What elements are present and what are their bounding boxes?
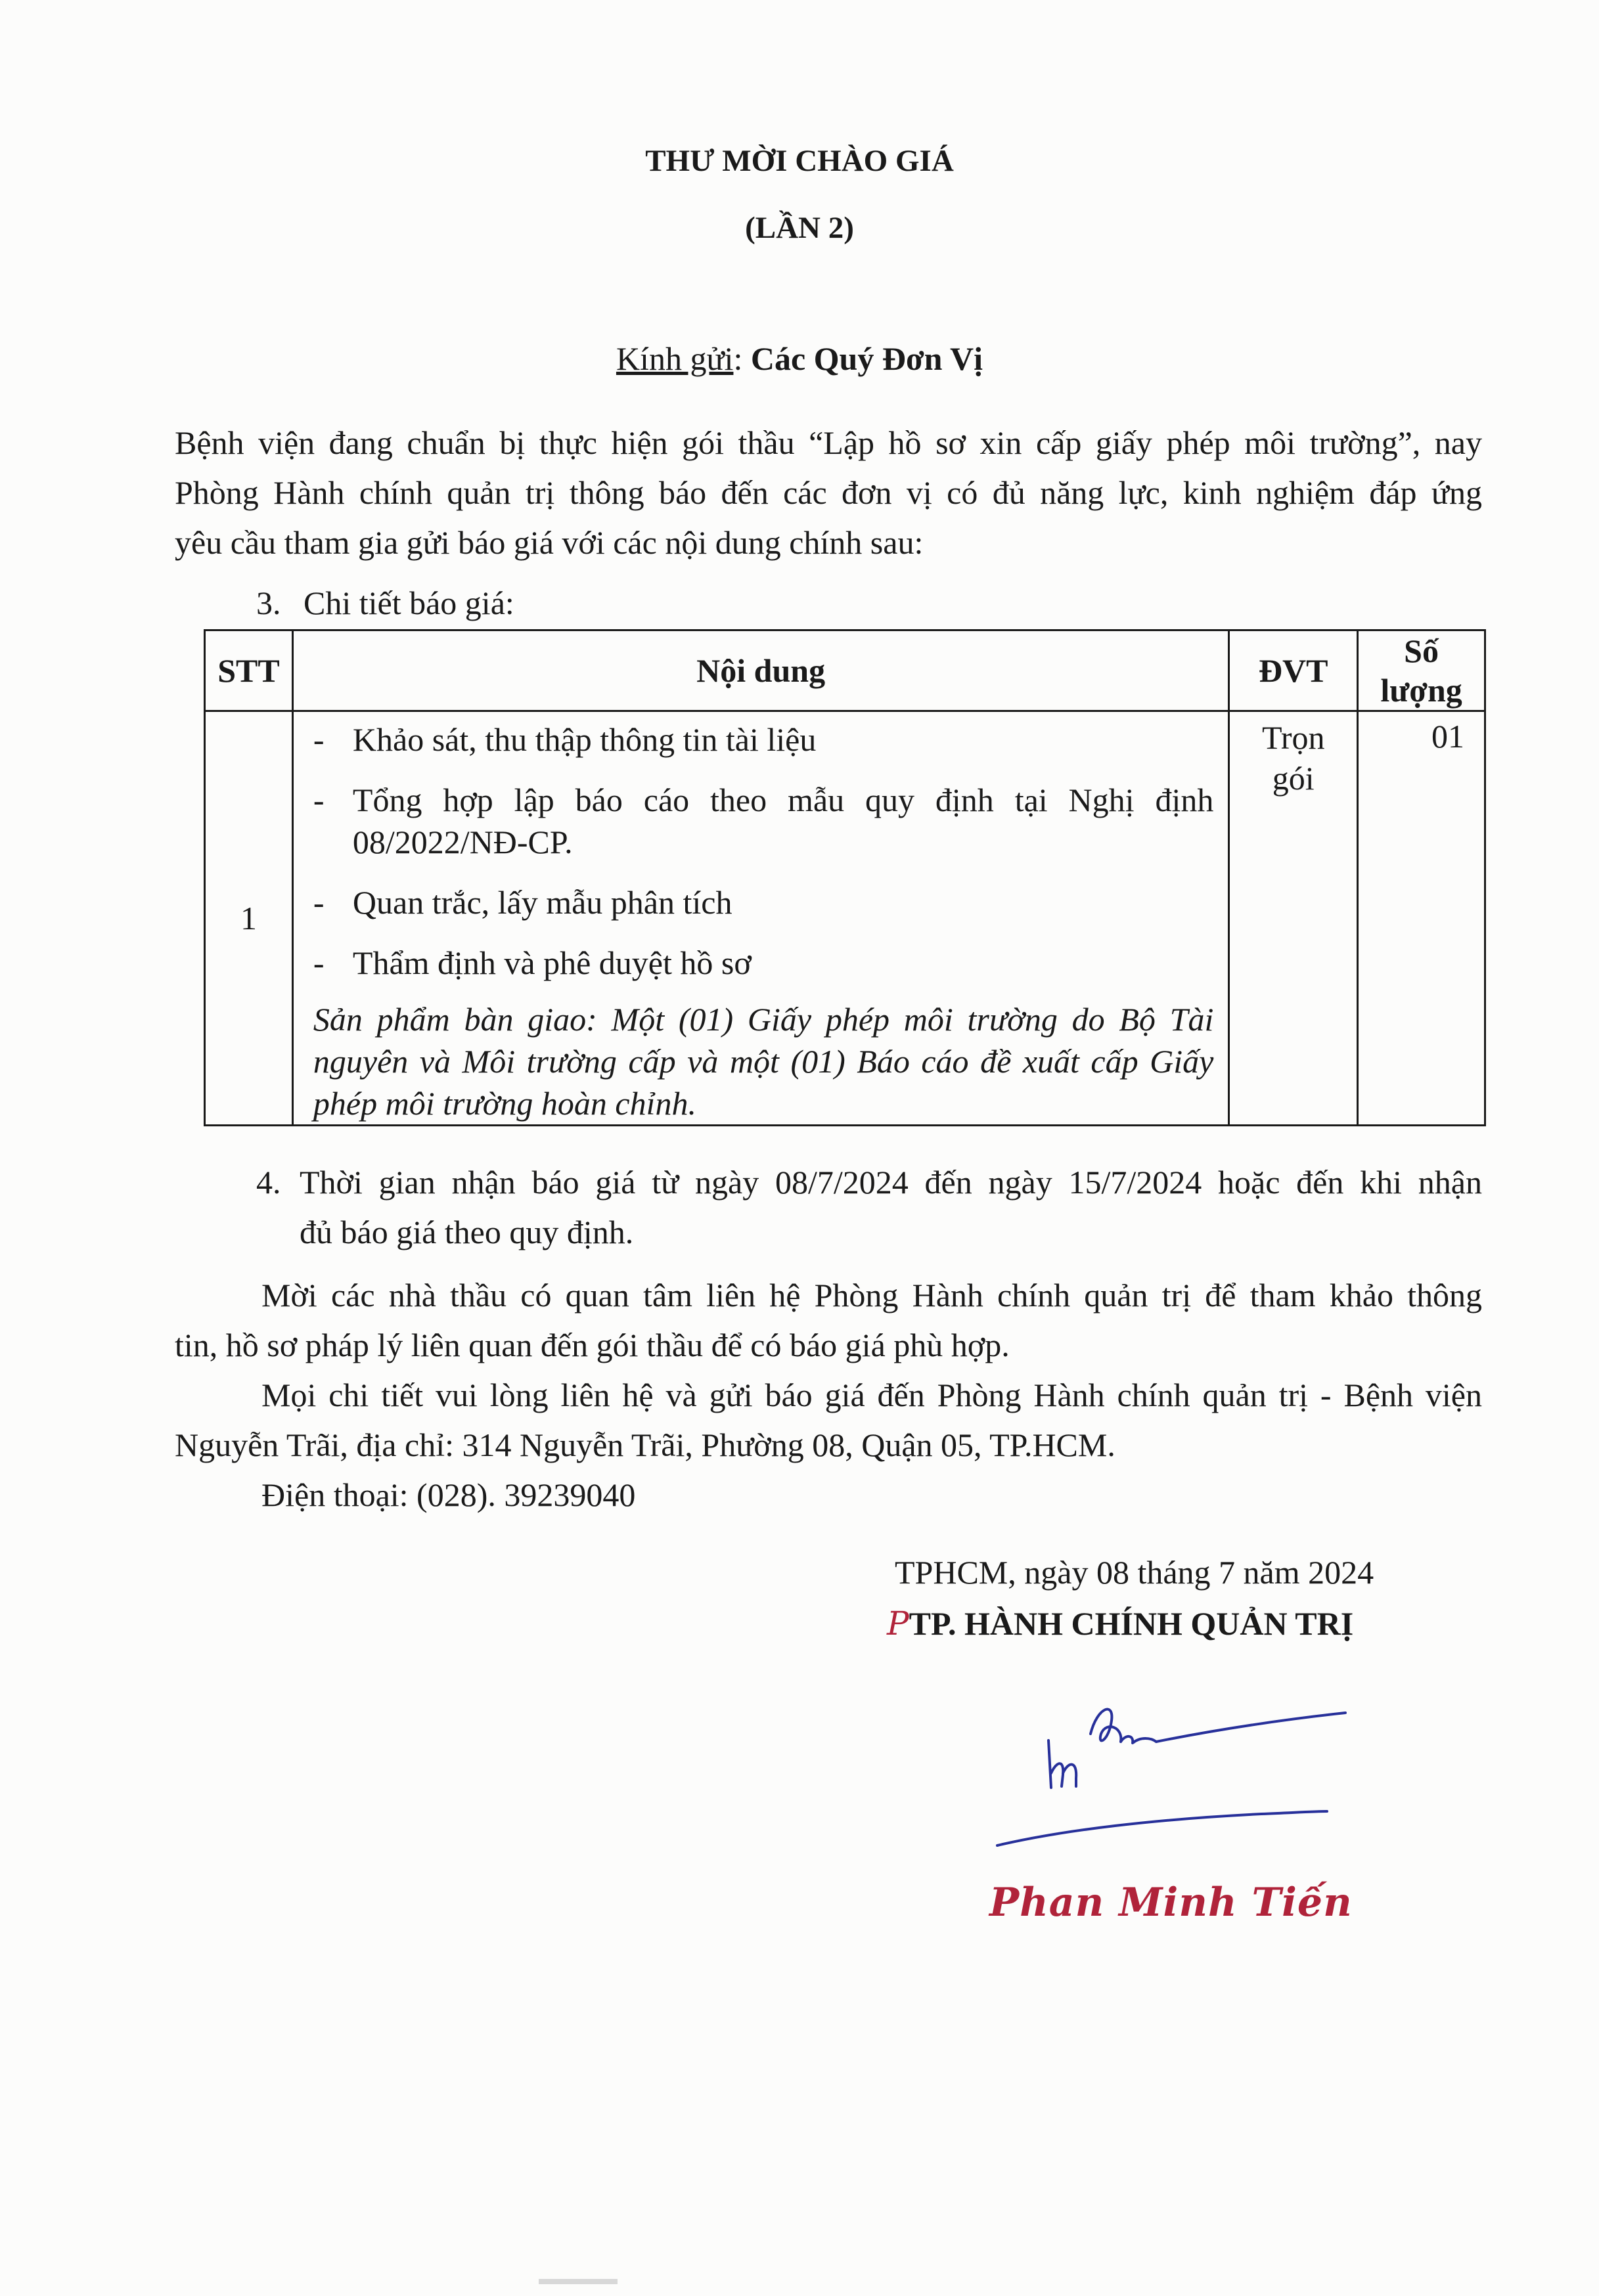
bullet-dash: -	[313, 721, 325, 758]
section-3-number: 3.	[256, 585, 281, 621]
item-text: Thẩm định và phê duyệt hồ sơ	[352, 944, 752, 981]
document-title: THƯ MỜI CHÀO GIÁ	[645, 144, 954, 178]
unit-line-1: Trọn	[1262, 719, 1325, 756]
salutation-colon: :	[733, 340, 743, 377]
salutation-label: Kính gửi	[616, 340, 734, 377]
contact-phone: Điện thoại: (028). 39239040	[261, 1476, 636, 1513]
contact-line-1: Mọi chi tiết vui lòng liên hệ và gửi báo giá đến Phòng Hành chính quản trị - Bệnh viện	[261, 1377, 1482, 1413]
list-item	[313, 779, 1213, 863]
bullet-dash: -	[313, 944, 325, 981]
cell-qty: 01	[1358, 711, 1485, 1126]
item-text: Quan trắc, lấy mẫu phân tích	[352, 884, 732, 921]
intro-line-1: Bệnh viện đang chuẩn bị thực hiện gói thầu “Lập hồ sơ xin cấp giấy phép môi trường”, nay	[175, 424, 1482, 461]
salutation	[0, 334, 1599, 384]
intro-line-2: Phòng Hành chính quản trị thông báo đến các đơn vị có đủ năng lực, kinh nghiệm đáp ứng	[175, 474, 1482, 511]
section-3-text: Chi tiết báo giá:	[304, 585, 514, 621]
quote-table	[204, 629, 1486, 1126]
cell-content	[292, 711, 1228, 1126]
section-4-number: 4.	[256, 1164, 281, 1201]
table-header-row	[205, 630, 1485, 711]
header-qty-line-1: Số	[1404, 632, 1439, 669]
item-text: Tổng hợp lập báo cáo theo mẫu quy định tại Nghị định 08/2022/NĐ-CP.	[352, 782, 1214, 860]
section-4-line-2: đủ báo giá theo quy định.	[300, 1214, 634, 1250]
position-title: TP. HÀNH CHÍNH QUẢN TRỊ	[909, 1605, 1354, 1642]
cell-unit	[1229, 711, 1358, 1126]
place-date: TPHCM, ngày 08 tháng 7 năm 2024	[895, 1554, 1374, 1591]
intro-line-3: yêu cầu tham gia gửi báo giá với các nội dung chính sau:	[175, 524, 924, 561]
deliverable-note: Sản phẩm bàn giao: Một (01) Giấy phép môi trường do Bộ Tài nguyên và Môi trường cấp và một (01) Báo cáo đề xuất cấp Giấy phép môi trường hoàn chỉnh.	[313, 1001, 1214, 1122]
scan-edge-mark	[539, 2279, 618, 2284]
contact-line-2: Nguyễn Trãi, địa chỉ: 314 Nguyễn Trãi, Phường 08, Quận 05, TP.HCM.	[175, 1426, 1115, 1463]
list-item	[313, 881, 1213, 923]
bullet-dash: -	[313, 884, 325, 921]
header-unit: ĐVT	[1229, 630, 1358, 711]
document-subtitle: (LẦN 2)	[745, 211, 854, 245]
list-item	[313, 942, 1213, 984]
header-stt: STT	[205, 630, 293, 711]
header-qty-line-2: lượng	[1380, 672, 1462, 709]
unit-line-2: gói	[1272, 760, 1315, 797]
invite-line-1: Mời các nhà thầu có quan tâm liên hệ Phòng Hành chính quản trị để tham khảo thông	[261, 1277, 1482, 1314]
p-mark: P	[887, 1604, 909, 1643]
signature-scribble-icon	[985, 1681, 1353, 1872]
signer-name: Phan Minh Tiến	[989, 1880, 1353, 1926]
header-content: Nội dung	[292, 630, 1228, 711]
bullet-dash: -	[313, 782, 325, 818]
header-qty	[1358, 630, 1485, 711]
list-item	[313, 718, 1213, 761]
section-3-heading	[256, 578, 514, 628]
signer-position	[887, 1599, 1353, 1648]
section-4-line-1: Thời gian nhận báo giá từ ngày 08/7/2024 đến ngày 15/7/2024 hoặc đến khi nhận	[300, 1164, 1482, 1201]
invite-line-2: tin, hồ sơ pháp lý liên quan đến gói thầu để có báo giá phù hợp.	[175, 1327, 1010, 1363]
item-text: Khảo sát, thu thập thông tin tài liệu	[352, 721, 817, 758]
salutation-recipient: Các Quý Đơn Vị	[750, 340, 983, 377]
cell-stt: 1	[205, 711, 293, 1126]
table-row	[205, 711, 1485, 1126]
